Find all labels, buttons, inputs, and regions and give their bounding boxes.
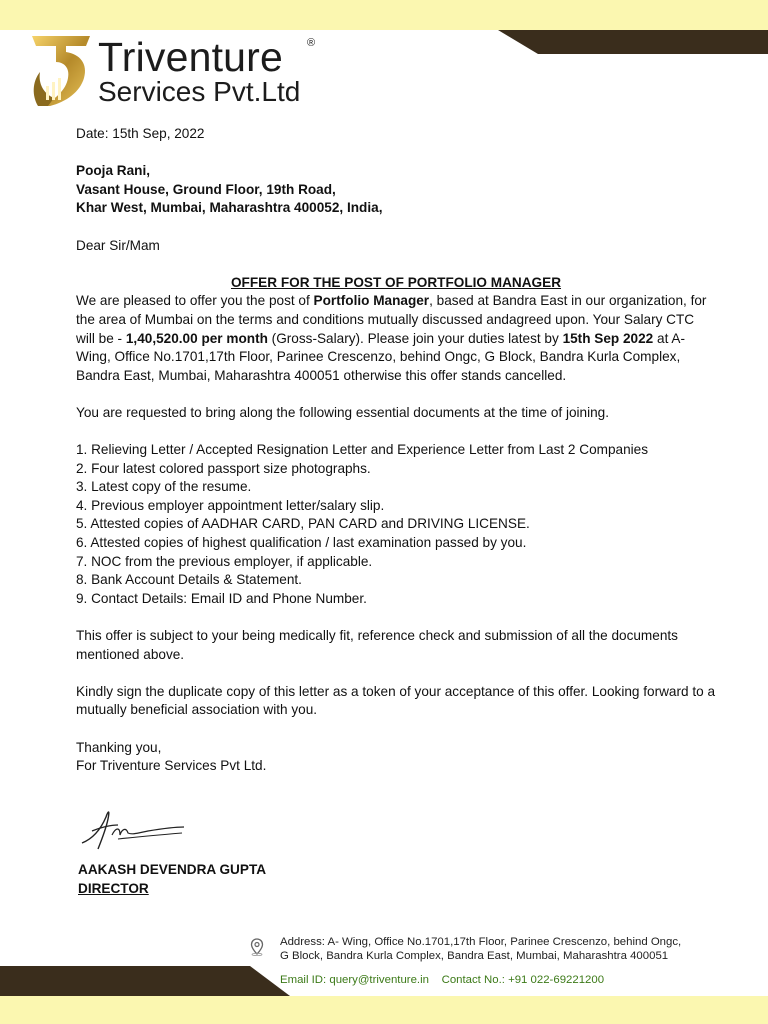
joining-date: 15th Sep 2022 — [562, 330, 654, 346]
company-logo — [30, 32, 330, 110]
address-line-1: Address: A- Wing, Office No.1701,17th Floor, Parinee Crescenzo, behind Ongc, — [280, 936, 682, 948]
header-gold-band — [0, 0, 768, 30]
address-line-2: G Block, Bandra Kurla Complex, Bandra East, Mumbai, Maharashtra 400051 — [280, 949, 669, 962]
letter-subject: OFFER FOR THE POST OF PORTFOLIO MANAGER — [230, 274, 562, 290]
list-item: 2. Four latest colored passport size photographs. — [76, 460, 371, 476]
closing-company: For Triventure Services Pvt Ltd. — [76, 758, 267, 774]
offer-text: at A- Wing, Office No.1701,17th Floor, Parinee Crescenzo, behind Ongc, G Block, Bandra Kurla Complex, Bandra East, Mumbai, Maharashtra 400051 otherwise this offer stands cancelled. — [76, 330, 685, 383]
list-item: 8. Bank Account Details & Statement. — [76, 572, 302, 588]
closing: Thanking you, — [76, 739, 162, 755]
recipient-address-line-1: Vasant House, Ground Floor, 19th Road, — [76, 181, 336, 197]
medical-paragraph: This offer is subject to your being medically fit, reference check and submission of all the documents mentioned above. — [76, 628, 678, 662]
footer-address — [280, 936, 750, 963]
company-name: Triventure — [98, 34, 284, 80]
footer-contact: Email ID: query@triventure.in Contact No.: +91 022-69221200 — [280, 974, 605, 986]
signatory-name: AAKASH DEVENDRA GUPTA — [78, 862, 267, 877]
salutation: Dear Sir/Mam — [76, 237, 160, 253]
list-item: 3. Latest copy of the resume. — [76, 479, 252, 495]
list-item: 6. Attested copies of highest qualification / last examination passed by you. — [76, 535, 527, 551]
company-subtitle: Services Pvt.Ltd — [98, 76, 301, 107]
letter-date: Date: 15th Sep, 2022 — [76, 126, 205, 141]
offer-text: , based at Bandra East in our organization, for the area of Mumbai on the terms and conditions mutually discussed andagreed upon. Your Salary CTC will be - — [76, 293, 707, 346]
footer-gold-band — [0, 996, 768, 1024]
signatory — [78, 860, 266, 898]
offer-text: We are pleased to offer you the post of — [76, 293, 314, 309]
header-dark-stripe — [498, 30, 768, 54]
recipient-address-line-2: Khar West, Mumbai, Maharashtra 400052, India, — [76, 200, 383, 216]
position-title: Portfolio Manager — [313, 293, 430, 309]
logo-mark-icon — [30, 32, 92, 110]
list-item: 4. Previous employer appointment letter/salary slip. — [76, 497, 385, 513]
documents-list — [76, 441, 716, 608]
offer-paragraph — [76, 292, 716, 385]
list-item: 9. Contact Details: Email ID and Phone Number. — [76, 590, 367, 606]
offer-text: (Gross-Salary). Please join your duties latest by — [267, 330, 563, 346]
list-item: 1. Relieving Letter / Accepted Resignation Letter and Experience Letter from Last 2 Companies — [76, 442, 649, 458]
salary-amount: 1,40,520.00 per month — [125, 330, 268, 346]
list-item: 7. NOC from the previous employer, if applicable. — [76, 553, 373, 569]
recipient-name: Pooja Rani, — [76, 163, 151, 179]
location-pin-icon — [250, 938, 264, 956]
letter-body — [76, 125, 716, 776]
documents-intro: You are requested to bring along the following essential documents at the time of joining. — [76, 404, 610, 420]
signatory-title: DIRECTOR — [78, 881, 149, 896]
registered-mark: ® — [307, 37, 316, 49]
acceptance-paragraph: Kindly sign the duplicate copy of this letter as a token of your acceptance of this offer. Looking forward to a mutually beneficial association with you. — [76, 683, 716, 718]
signature-icon — [78, 805, 188, 855]
list-item: 5. Attested copies of AADHAR CARD, PAN CARD and DRIVING LICENSE. — [76, 516, 530, 532]
